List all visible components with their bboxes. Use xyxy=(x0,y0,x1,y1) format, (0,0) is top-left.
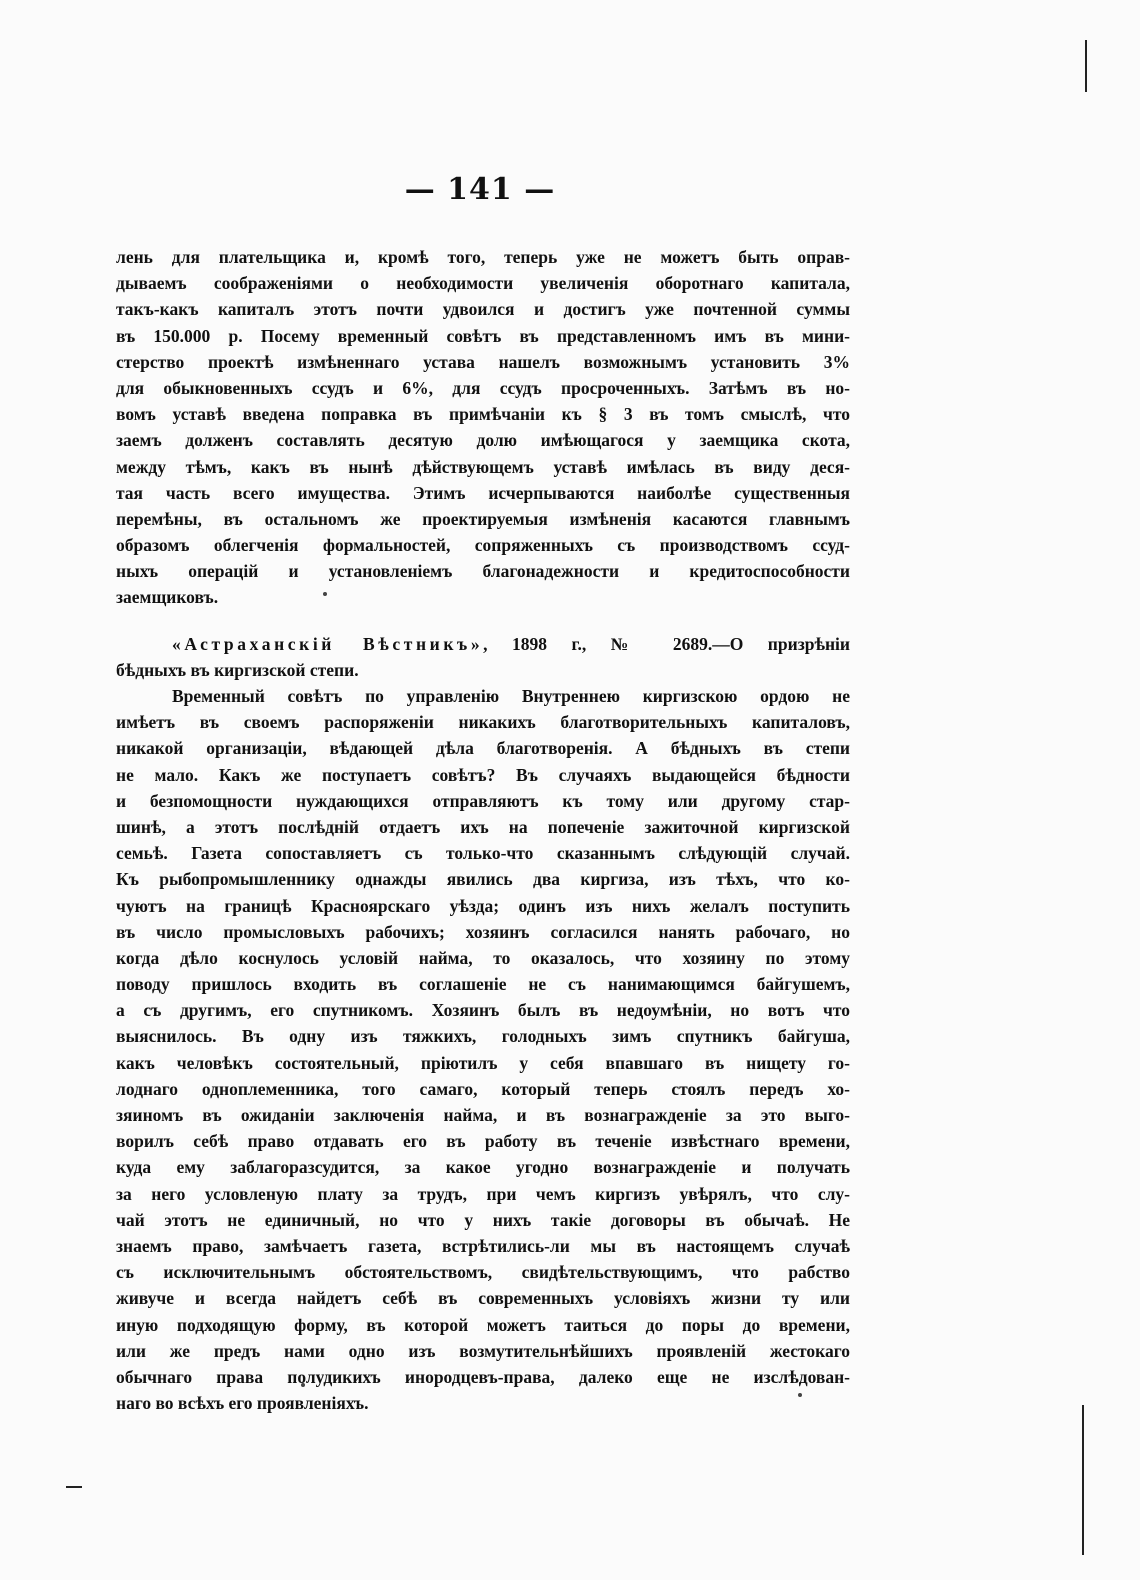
text-line: заемъ долженъ составлять десятую долю имѣющагося у заемщика скота, xyxy=(116,430,850,451)
text-line: лоднаго одноплеменника, того самаго, который теперь стоялъ передъ хо- xyxy=(116,1078,850,1099)
paragraph-gap xyxy=(116,611,850,631)
text-line: въ число промысловыхъ рабочихъ; хозяинъ согласился нанять рабочаго, но xyxy=(116,921,850,942)
text-line: куда ему заблагоразсудится, за какое угодно вознагражденіе и получать xyxy=(116,1157,850,1178)
text-line: Къ рыбопромышленнику однажды явились два киргиза, изъ тѣхъ, что ко- xyxy=(116,869,850,890)
text-line: или же предъ нами одно изъ возмутительнѣйшихъ проявленій жестокаго xyxy=(116,1340,850,1361)
text-line: живуче и всегда найдетъ себѣ въ современныхъ условіяхъ жизни ту или xyxy=(116,1288,850,1309)
section-heading xyxy=(116,631,850,683)
text-line: шинѣ, а этотъ послѣдній отдаетъ ихъ на попеченіе зажиточной киргизской xyxy=(116,816,850,837)
text-line: обычнаго права полудикихъ инородцевъ-права, далеко еще не изслѣдован- xyxy=(116,1366,850,1387)
section-heading-line xyxy=(116,631,850,657)
text-line: не мало. Какъ же поступаетъ совѣтъ? Въ случаяхъ выдающейся бѣдности xyxy=(116,764,850,785)
section-heading-line: бѣдныхъ въ киргизской степи. xyxy=(116,659,359,680)
text-line: стерство проектѣ измѣненнаго устава нашелъ возможнымъ установить 3% xyxy=(116,351,850,372)
text-line: а съ другимъ, его спутникомъ. Хозяинъ былъ въ недоумѣніи, но вотъ что xyxy=(116,1000,850,1021)
text-line: наго во всѣхъ его проявленіяхъ. xyxy=(116,1393,369,1414)
text-line: перемѣны, въ остальномъ же проектируемыя измѣненія касаются главнымъ xyxy=(116,508,850,529)
text-line: вомъ уставѣ введена поправка въ примѣчаніи къ § 3 въ томъ смыслѣ, что xyxy=(116,404,850,425)
text-line: образомъ облегченія формальностей, сопряженныхъ съ производствомъ ссуд- xyxy=(116,535,850,556)
scan-edge-mark-top xyxy=(1085,40,1087,92)
text-line: семьѣ. Газета сопоставляетъ съ только-что сказаннымъ слѣдующій случай. xyxy=(116,843,850,864)
text-line: имѣетъ въ своемъ распоряженіи никакихъ благотворительныхъ капиталовъ, xyxy=(116,712,850,733)
text-line: иную подходящую форму, въ которой можетъ таиться до поры до времени, xyxy=(116,1314,850,1335)
page-body xyxy=(116,244,850,1416)
text-line: и безпомощности нуждающихся отправляютъ къ тому или другому стар- xyxy=(116,790,850,811)
scan-edge-mark-bottom xyxy=(1082,1405,1084,1555)
text-line: ныхъ операцій и установленіемъ благонадежности и кредитоспособности xyxy=(116,561,850,582)
text-line: для обыкновенныхъ ссудъ и 6%, для ссудъ просроченныхъ. Затѣмъ въ но- xyxy=(116,377,850,398)
newspaper-title: «Астраханскій Вѣстникъ» xyxy=(172,633,484,654)
text-line: Временный совѣтъ по управленію Внутреннею киргизскою ордою не xyxy=(172,686,850,706)
text-line: какъ человѣкъ состоятельный, пріютилъ у себя впавшаго въ нищету го- xyxy=(116,1052,850,1073)
text-line: зяиномъ въ ожиданіи заключенія найма, и въ вознагражденіе за это выго- xyxy=(116,1105,850,1125)
text-line: знаемъ право, замѣчаетъ газета, встрѣтились-ли мы въ настоящемъ случаѣ xyxy=(116,1235,850,1256)
text-line: между тѣмъ, какъ въ нынѣ дѣйствующемъ уставѣ имѣлась въ виду деся- xyxy=(116,456,850,477)
text-line: въ 150.000 р. Посему временный совѣтъ въ представленномъ имъ въ мини- xyxy=(116,325,850,346)
text-line: такъ-какъ капиталъ этотъ почти удвоился и достигъ уже почтенной суммы xyxy=(116,299,850,320)
text-line: за него условленую плату за трудъ, при чемъ киргизъ увѣрялъ, что слу- xyxy=(116,1183,850,1204)
scan-dash-mark xyxy=(66,1486,82,1488)
text-line: никакой организаціи, вѣдающей дѣла благотворенія. А бѣдныхъ въ степи xyxy=(116,738,850,759)
page-number: — 141 — xyxy=(404,172,556,207)
text-line: чуютъ на границѣ Красноярскаго уѣзда; одинъ изъ нихъ желалъ поступить xyxy=(116,895,850,916)
text-line: лень для плательщика и, кромѣ того, теперь уже не можетъ быть оправ- xyxy=(116,247,850,267)
text-line: чай этотъ не единичный, но что у нихъ такіе договоры въ обычаѣ. Не xyxy=(116,1209,850,1230)
text-line: поводу пришлось входить въ соглашеніе не съ нанимающимся байгушемъ, xyxy=(116,974,850,995)
text-line: дываемъ соображеніями о необходимости увеличенія оборотнаго капитала, xyxy=(116,273,850,294)
text-line: заемщиковъ. xyxy=(116,587,219,608)
text-line: выяснилось. Въ одну изъ тяжкихъ, голодныхъ зимъ спутникъ байгуша, xyxy=(116,1026,850,1047)
section-heading-rest: , 1898 г., № 2689.—О призрѣніи xyxy=(483,633,850,654)
paragraph-main xyxy=(116,683,850,1416)
text-line: ворилъ себѣ право отдавать его въ работу въ теченіе извѣстнаго времени, xyxy=(116,1131,850,1152)
text-line: тая часть всего имущества. Этимъ исчерпываются наиболѣе существенныя xyxy=(116,482,850,503)
text-line: когда дѣло коснулось условій найма, то оказалось, что хозяину по этому xyxy=(116,947,850,968)
paragraph-continuation xyxy=(116,244,850,611)
text-line: съ исключительнымъ обстоятельствомъ, свидѣтельствующимъ, что рабство xyxy=(116,1262,850,1283)
